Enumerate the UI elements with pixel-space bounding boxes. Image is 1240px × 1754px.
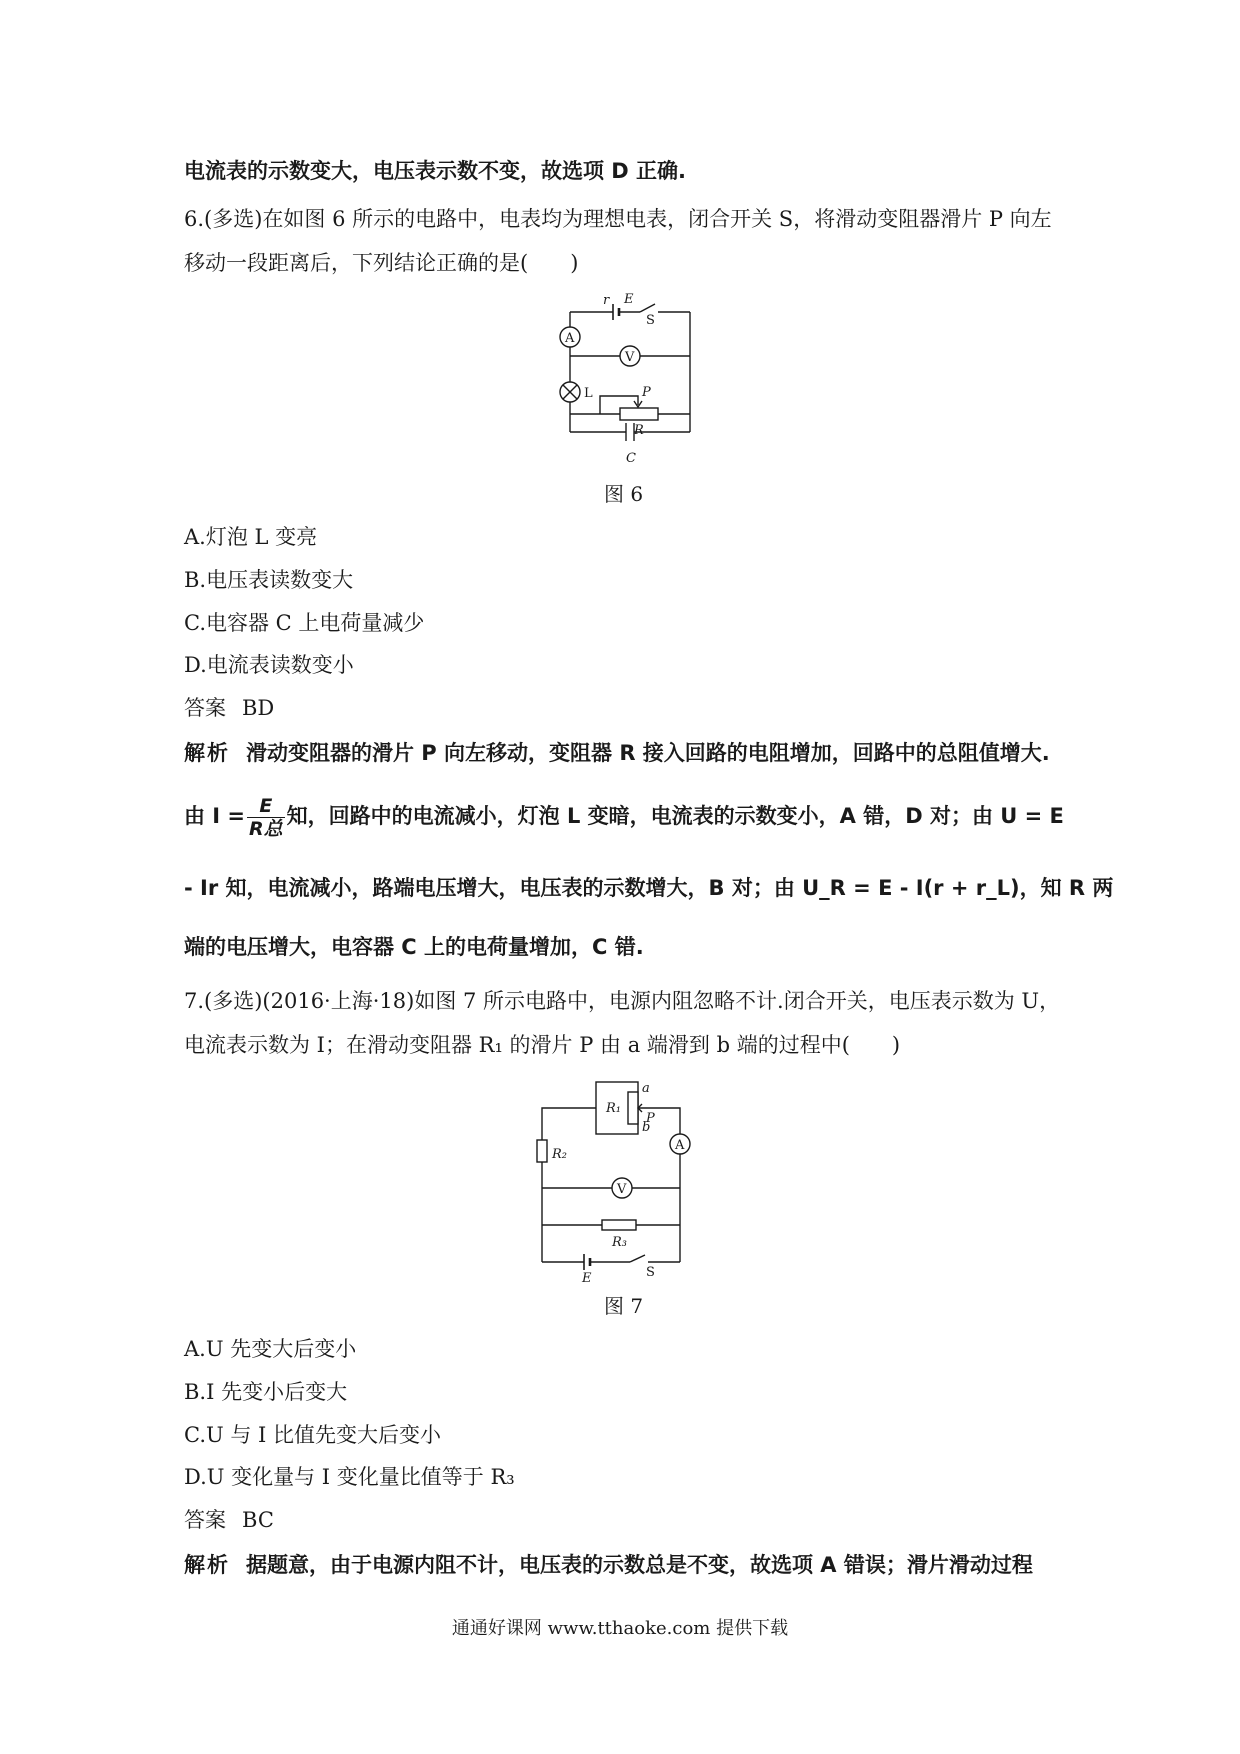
analysis-label: 解析 bbox=[184, 741, 230, 765]
fraction-denominator: R总 bbox=[249, 817, 283, 840]
fig7-label-R2: R₂ bbox=[552, 1147, 567, 1162]
fig6-label-E: E bbox=[624, 292, 634, 307]
q6-option-d: D.电流表读数变小 bbox=[184, 653, 354, 677]
fig7-label-a: a bbox=[642, 1081, 650, 1096]
figure-7-circuit bbox=[530, 1078, 710, 1286]
analysis-text: 据题意，由于电源内阻不计，电压表的示数总是不变，故选项 A 错误；滑片滑动过程 bbox=[246, 1553, 1033, 1577]
analysis-text: 由 I = bbox=[184, 804, 246, 828]
fig7-label-S: S bbox=[646, 1265, 655, 1280]
q6-answer bbox=[184, 693, 274, 723]
analysis-label: 解析 bbox=[184, 1553, 230, 1577]
analysis-text: 滑动变阻器的滑片 P 向左移动，变阻器 R 接入回路的电阻增加，回路中的总阻值增大. bbox=[246, 741, 1050, 765]
q6-option-c: C.电容器 C 上电荷量减少 bbox=[184, 611, 425, 635]
q7-answer bbox=[184, 1505, 274, 1535]
formula-fraction bbox=[247, 795, 285, 840]
text-line: 电流表的示数变大，电压表示数不变，故选项 D 正确. bbox=[184, 159, 687, 183]
fig7-label-P: P bbox=[646, 1111, 655, 1126]
fig7-label-V: V bbox=[617, 1182, 627, 1197]
q6-analysis-line-4: 端的电压增大，电容器 C 上的电荷量增加，C 错. bbox=[184, 935, 644, 959]
q7-option-a: A.U 先变大后变小 bbox=[184, 1337, 357, 1361]
figure-7-caption: 图 7 bbox=[604, 1294, 644, 1318]
fig7-label-R3: R₃ bbox=[612, 1235, 627, 1250]
fig7-label-A: A bbox=[675, 1138, 685, 1153]
q7-analysis-line-1 bbox=[184, 1550, 1033, 1580]
question-7-line-2: 电流表示数为 I；在滑动变阻器 R₁ 的滑片 P 由 a 端滑到 b 端的过程中( ) bbox=[184, 1033, 901, 1057]
answer-value: BD bbox=[242, 696, 275, 720]
fig6-label-R: R bbox=[634, 423, 644, 438]
fraction-numerator: E bbox=[247, 795, 285, 818]
answer-label: 答案 bbox=[184, 696, 226, 720]
fig7-label-E: E bbox=[582, 1271, 592, 1286]
analysis-text: 知，回路中的电流减小，灯泡 L 变暗，电流表的示数变小，A 错，D 对；由 U = E bbox=[286, 804, 1064, 828]
fig7-label-b: b bbox=[642, 1120, 651, 1135]
question-7-line-1: 7.(多选)(2016·上海·18)如图 7 所示电路中，电源内阻忽略不计.闭合开关，电压表示数为 U， bbox=[184, 989, 1061, 1013]
fig6-label-L: L bbox=[584, 386, 593, 401]
figure-6-caption: 图 6 bbox=[604, 482, 644, 506]
figure-6-circuit bbox=[540, 292, 700, 472]
question-6-line-2: 移动一段距离后，下列结论正确的是( ) bbox=[184, 251, 579, 275]
answer-value: BC bbox=[242, 1508, 274, 1532]
q6-analysis-line-2 bbox=[184, 794, 1064, 840]
q7-option-b: B.I 先变小后变大 bbox=[184, 1380, 348, 1404]
answer-label: 答案 bbox=[184, 1508, 226, 1532]
page-footer: 通通好课网 www.tthaoke.com 提供下载 bbox=[451, 1618, 789, 1639]
fig6-label-S: S bbox=[646, 313, 655, 328]
question-6-line-1: 6.(多选)在如图 6 所示的电路中，电表均为理想电表，闭合开关 S，将滑动变阻器滑片 P 向左 bbox=[184, 207, 1052, 231]
fig7-label-R1: R₁ bbox=[606, 1101, 621, 1116]
fig6-label-r: r bbox=[603, 293, 610, 308]
q6-analysis-line-1 bbox=[184, 738, 1050, 768]
q6-option-a: A.灯泡 L 变亮 bbox=[184, 525, 318, 549]
fig6-label-A: A bbox=[565, 331, 575, 346]
q6-option-b: B.电压表读数变大 bbox=[184, 568, 354, 592]
q7-option-c: C.U 与 I 比值先变大后变小 bbox=[184, 1423, 442, 1447]
q6-analysis-line-3: - Ir 知，电流减小，路端电压增大，电压表的示数增大，B 对；由 U_R = E - I(r + r_L)，知 R 两 bbox=[184, 876, 1114, 900]
fig6-label-C: C bbox=[626, 451, 636, 466]
fig6-label-P: P bbox=[642, 385, 651, 400]
q7-option-d: D.U 变化量与 I 变化量比值等于 R₃ bbox=[184, 1465, 515, 1489]
fig6-label-V: V bbox=[625, 350, 635, 365]
